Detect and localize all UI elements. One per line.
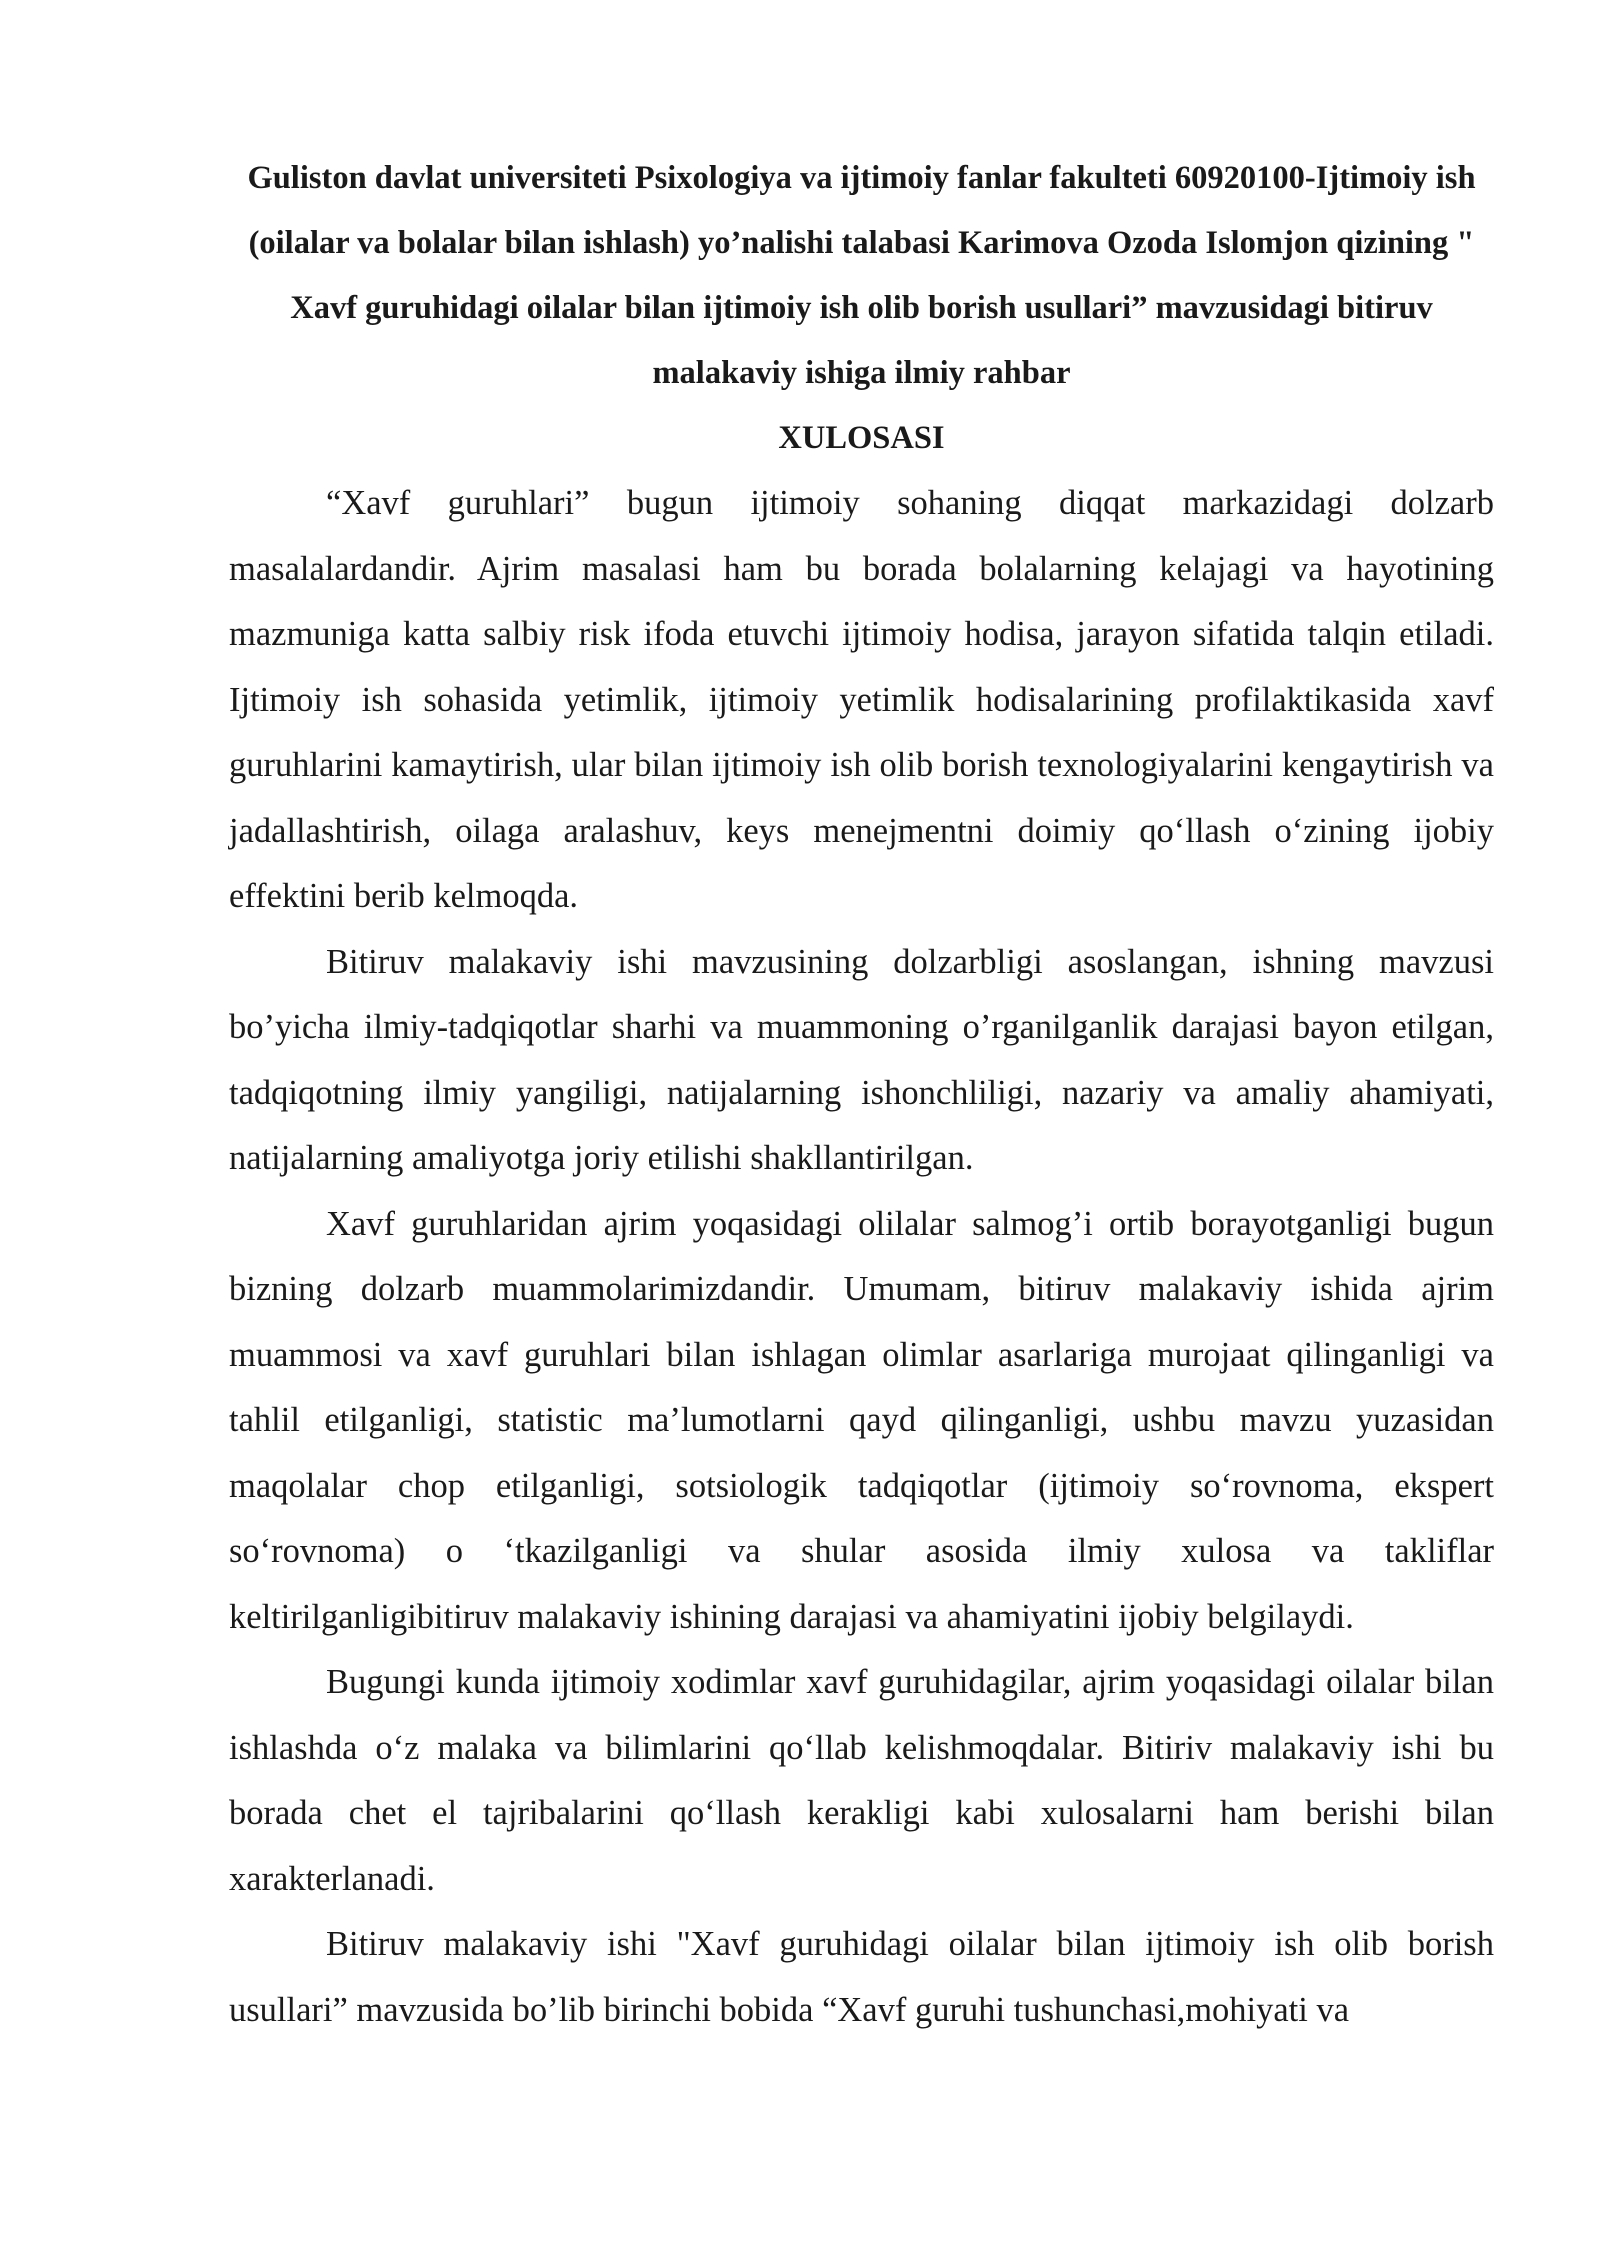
paragraph: Bitiruv malakaviy ishi mavzusining dolzarbligi asoslangan, ishning mavzusi bo’yicha ilmiy-tadqiqotlar sharhi va muammoning o’rganilganlik darajasi bayon etilgan, tadqiqotning ilmiy yangiligi, natijalarning ishonchliligi, nazariy va amaliy ahamiyati, natijalarning amaliyotga joriy etilishi shakllantirilgan. xyxy=(229,942,1494,1177)
paragraph: Xavf guruhlaridan ajrim yoqasidagi olilalar salmog’i ortib borayotganligi bugun bizning dolzarb muammolarimizdandir. Umumam, bitiruv malakaviy ishida ajrim muammosi va xavf guruhlari bilan ishlagan olimlar asarlariga murojaat qilinganligi va tahlil etilganligi, statistic ma’lumotlarni qayd qilinganligi, ushbu mavzu yuzasidan maqolalar chop etilganligi, sotsiologik tadqiqotlar (ijtimoiy so‘rovnoma, ekspert so‘rovnoma) o ‘tkazilganligi va shular asosida ilmiy xulosa va takliflar keltirilganligibitiruv malakaviy ishining darajasi va ahamiyatini ijobiy belgilaydi. xyxy=(229,1204,1494,1636)
paragraph: Bugungi kunda ijtimoiy xodimlar xavf guruhidagilar, ajrim yoqasidagi oilalar bilan ishlashda o‘z malaka va bilimlarini qo‘llab kelishmoqdalar. Bitiriv malakaviy ishi bu borada chet el tajribalarini qo‘llash kerakligi kabi xulosalarni ham berishi bilan xarakterlanadi. xyxy=(229,1663,1494,1898)
document-title: XULOSASI xyxy=(778,420,945,456)
document-heading: Guliston davlat universiteti Psixologiya va ijtimoiy fanlar fakulteti 60920100-Ijtimoiy ish (oilalar va bolalar bilan ishlash) yo’nalishi talabasi Karimova Ozoda Islomjon qizining " Xavf guruhidagi oilalar bilan ijtimoiy ish olib borish usullari” mavzusidagi bitiruv malakaviy ishiga ilmiy rahbar xyxy=(247,160,1476,391)
paragraph: “Xavf guruhlari” bugun ijtimoiy sohaning diqqat markazidagi dolzarb masalalardandir. Ajrim masalasi ham bu borada bolalarning kelajagi va hayotining mazmuniga katta salbiy risk ifoda etuvchi ijtimoiy hodisa, jarayon sifatida talqin etiladi. Ijtimoiy ish sohasida yetimlik, ijtimoiy yetimlik hodisalarining profilaktikasida xavf guruhlarini kamaytirish, ular bilan ijtimoiy ish olib borish texnologiyalarini kengaytirish va jadallashtirish, oilaga aralashuv, keys menejmentni doimiy qo‘llash o‘zining ijobiy effektini berib kelmoqda. xyxy=(229,484,1494,915)
paragraph: Bitiruv malakaviy ishi "Xavf guruhidagi oilalar bilan ijtimoiy ish olib borish usullari” mavzusida bo’lib birinchi bobida “Xavf guruhi tushunchasi,mohiyati va xyxy=(229,1925,1494,2029)
document-body xyxy=(229,146,1494,2043)
